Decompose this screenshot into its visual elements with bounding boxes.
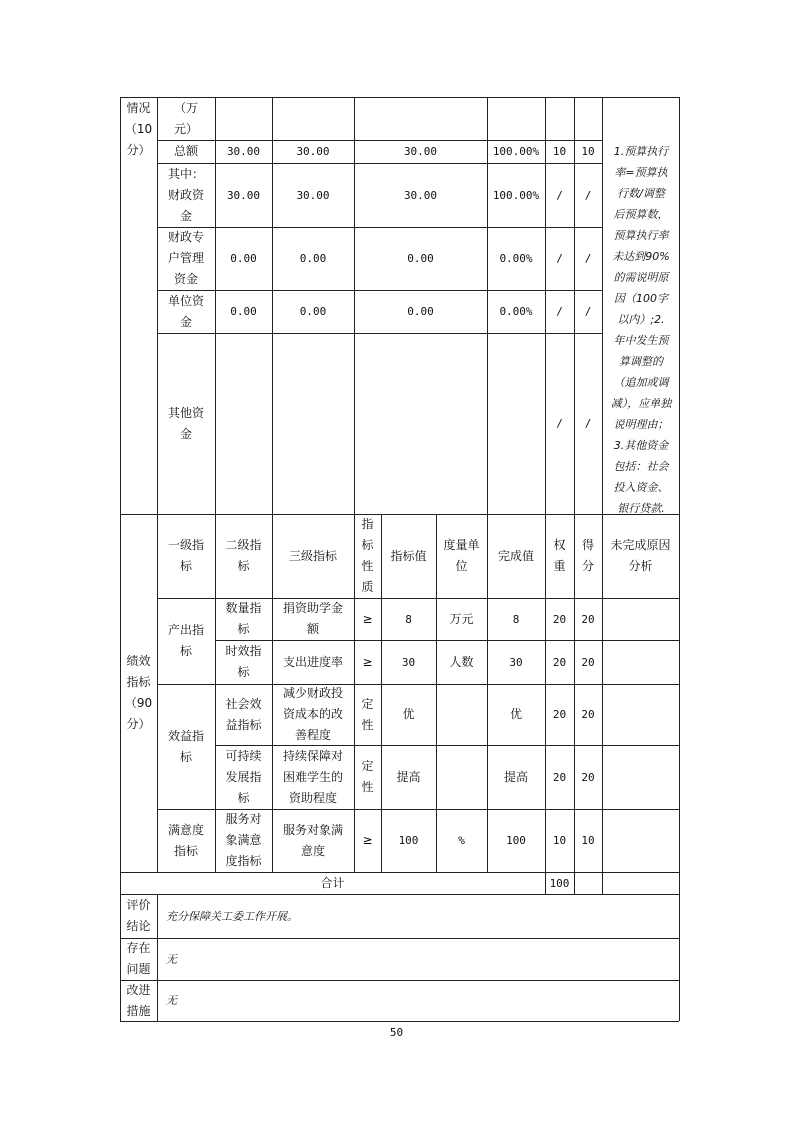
indicator-level3: 减少财政投 资成本的改 善程度 — [282, 686, 343, 742]
budget-row-label: 总额 — [173, 144, 198, 158]
indicator-reason — [602, 745, 679, 809]
header-level2: 二级指 标 — [225, 538, 262, 573]
budget-score: 10 — [581, 145, 595, 158]
indicator-level3: 服务对象满 意度 — [282, 822, 343, 858]
improvement-label: 改进 措施 — [126, 982, 151, 1018]
budget-rate: 0.00% — [499, 252, 533, 265]
indicator-level2: 时效指 标 — [225, 644, 262, 679]
indicator-score: 10 — [581, 834, 595, 847]
budget-rate: 0.00% — [499, 305, 533, 318]
indicator-level3: 捐资助学金 额 — [282, 601, 343, 636]
group-satisfaction: 满意度 指标 — [167, 822, 204, 858]
header-score: 得 分 — [581, 538, 594, 573]
header-reason: 未完成原因 分析 — [610, 538, 671, 573]
indicator-done: 100 — [506, 834, 526, 847]
indicator-unit: % — [458, 834, 465, 847]
indicator-score: 20 — [581, 612, 595, 626]
indicator-unit — [436, 745, 487, 809]
budget-weight: / — [556, 305, 563, 318]
page-number: 50 — [389, 1026, 404, 1039]
indicator-nature: 定 性 — [361, 696, 374, 732]
indicator-weight: 10 — [552, 834, 567, 847]
budget-rate: 100.00% — [492, 188, 540, 202]
budget-cell: 30.00 — [296, 188, 330, 202]
indicator-done: 8 — [512, 612, 520, 626]
budget-note: 1.预算执行 率=预算执 行数/调整 后预算数， 预算执行率 未达到90% 的需说明原 因（100字 以内）;2. 年中发生预 算调整的 （追加或调 减），应单独 说明理由； 3.其他资金 包括：社会 投入资金、 银行贷款. — [610, 145, 672, 515]
budget-rate: 100.00% — [492, 145, 540, 158]
indicator-value: 提高 — [396, 769, 421, 784]
total-score — [574, 872, 602, 894]
total-weight: 100 — [549, 876, 570, 890]
performance-section-label: 绩效 指标 （90 分） — [124, 654, 153, 731]
budget-weight: / — [556, 417, 563, 430]
indicator-done: 30 — [509, 655, 523, 669]
budget-score: / — [584, 417, 592, 430]
header-level1: 一级指 标 — [167, 538, 204, 573]
budget-row-label: 其中： 财政资 金 — [167, 166, 204, 223]
indicator-level2: 数量指 标 — [225, 601, 262, 636]
indicator-value: 100 — [398, 834, 419, 847]
group-output: 产出指 标 — [167, 623, 204, 658]
indicator-unit — [436, 684, 487, 745]
indicator-level2: 服务对 象满意 度指标 — [225, 812, 262, 868]
budget-cell: 0.00 — [299, 252, 327, 265]
indicator-nature: ≥ — [362, 833, 373, 847]
budget-cell: 30.00 — [226, 145, 261, 158]
indicator-score: 20 — [581, 770, 595, 784]
indicator-weight: 20 — [552, 770, 567, 784]
budget-weight: / — [556, 188, 563, 202]
budget-cell: 0.00 — [407, 305, 434, 318]
budget-cell: 0.00 — [230, 252, 257, 265]
header-nature: 指 标 性 质 — [361, 517, 374, 594]
indicator-level2: 可持续 发展指 标 — [225, 748, 262, 805]
indicator-level3: 支出进度率 — [282, 654, 343, 669]
budget-score: / — [584, 188, 592, 202]
budget-weight: / — [556, 252, 563, 265]
indicator-score: 20 — [581, 655, 595, 669]
indicator-nature: ≥ — [362, 611, 373, 626]
budget-score: / — [584, 252, 592, 265]
budget-cell: 30.00 — [296, 145, 330, 158]
conclusion-label: 评价 结论 — [126, 898, 151, 933]
indicator-weight: 20 — [552, 708, 567, 721]
header-level3: 三级指标 — [288, 548, 337, 563]
indicator-reason — [602, 684, 679, 745]
indicator-weight: 20 — [552, 612, 567, 626]
budget-cell: 0.00 — [230, 305, 257, 318]
indicator-weight: 20 — [552, 655, 567, 669]
budget-row-label: 其他资 金 — [167, 405, 204, 441]
improvement-text: 无 — [166, 994, 177, 1007]
header-unit: 度量单 位 — [443, 538, 480, 573]
budget-cell: 0.00 — [407, 252, 434, 265]
indicator-unit: 人数 — [449, 654, 474, 669]
indicator-nature: ≥ — [362, 654, 373, 669]
header-done: 完成值 — [497, 548, 534, 563]
indicator-value: 8 — [405, 612, 412, 626]
budget-cell: 30.00 — [403, 188, 438, 202]
indicator-value: 优 — [402, 707, 415, 721]
indicator-value: 30 — [401, 655, 416, 669]
indicator-reason — [602, 598, 679, 640]
indicator-level2: 社会效 益指标 — [225, 696, 262, 732]
header-weight: 权 重 — [553, 538, 566, 573]
indicator-reason — [602, 809, 679, 872]
budget-cell: 0.00 — [299, 305, 327, 318]
budget-score: / — [584, 305, 592, 318]
indicator-unit: 万元 — [449, 611, 474, 626]
indicator-done: 优 — [509, 707, 522, 721]
indicator-level3: 持续保障对 困难学生的 资助程度 — [282, 748, 343, 805]
problems-text: 无 — [166, 952, 177, 966]
indicator-done: 提高 — [503, 769, 528, 784]
budget-row-label: 单位资 金 — [167, 293, 204, 329]
conclusion-text: 充分保障关工委工作开展。 — [166, 909, 298, 923]
indicator-reason — [602, 640, 679, 684]
budget-cell: 30.00 — [226, 188, 261, 202]
header-value: 指标值 — [390, 548, 427, 563]
budget-row-label: 财政专 户管理 资金 — [167, 230, 204, 286]
problems-label: 存在 问题 — [126, 941, 151, 976]
total-label: 合计 — [320, 875, 345, 890]
budget-section-label: 情况 （10 分） — [124, 101, 153, 157]
indicator-nature: 定 性 — [361, 759, 374, 794]
budget-cell: 30.00 — [403, 145, 438, 158]
indicator-score: 20 — [581, 708, 595, 721]
budget-weight: 10 — [552, 145, 567, 158]
group-benefit: 效益指 标 — [167, 728, 204, 764]
budget-unit-header: （万 元） — [173, 100, 198, 136]
